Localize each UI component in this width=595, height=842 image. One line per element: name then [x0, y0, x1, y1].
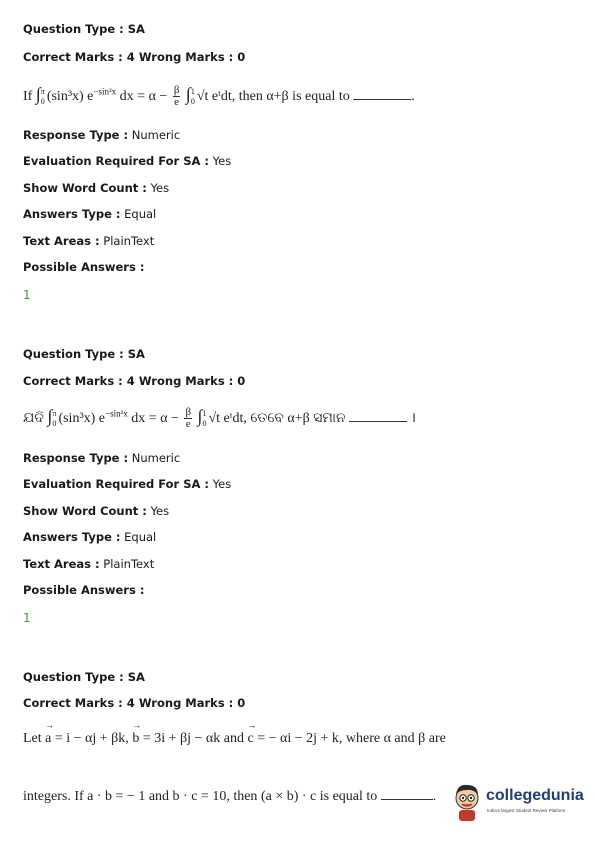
answer-blank-3 [381, 799, 433, 800]
answers-type-2: Answers Type : Equal [23, 530, 157, 544]
collegedunia-logo [450, 779, 590, 829]
question-text-2: ଯଦି ∫ π 0 (sin³x) $e^{-sin^2x}$ dx = α − $\frac{\beta}{e}$ ∫ 1 0 √t eᵗdt, ତେବେ α+β ସମାନ । [23, 406, 417, 431]
text-areas-1: Text Areas : PlainText [23, 234, 155, 248]
possible-answers-label-2: Possible Answers : [23, 583, 145, 597]
question-type-3: Question Type : SA [23, 670, 145, 684]
logo-name: collegedunia [486, 787, 584, 804]
answer-blank-1 [353, 99, 411, 100]
possible-answer-2: 1 [23, 611, 31, 625]
logo-tagline: India's largest Student Review Platform [487, 808, 566, 813]
answers-type-1: Answers Type : Equal [23, 207, 157, 221]
evaluation-required-2: Evaluation Required For SA : Yes [23, 477, 232, 491]
marks-1: Correct Marks : 4 Wrong Marks : 0 [23, 50, 246, 64]
student-mascot-icon [450, 782, 484, 822]
question-text-3-line2: integers. If a · b = − 1 and b · c = 10, then (a × b) · c is equal to . [23, 789, 437, 804]
response-type-1: Response Type : Numeric [23, 128, 181, 142]
show-word-count-2: Show Word Count : Yes [23, 504, 170, 518]
show-word-count-1: Show Word Count : Yes [23, 181, 170, 195]
possible-answer-1: 1 [23, 288, 31, 302]
question-type-1: Question Type : SA [23, 22, 145, 36]
text-areas-2: Text Areas : PlainText [23, 557, 155, 571]
evaluation-required-1: Evaluation Required For SA : Yes [23, 154, 232, 168]
marks-2: Correct Marks : 4 Wrong Marks : 0 [23, 374, 246, 388]
marks-3: Correct Marks : 4 Wrong Marks : 0 [23, 696, 246, 710]
possible-answers-label-1: Possible Answers : [23, 260, 145, 274]
question-text-1: If ∫ π 0 (sin³x) $e^{-sin^2x}$ dx = α − $\frac{\beta}{e}$ ∫ 1 0 √t eᵗdt, then α+β is equal to . [23, 84, 415, 109]
answer-blank-2 [349, 421, 407, 422]
question-text-3-line1: Let → a = i − αj + βk, → b = 3i + βj − αk and → c = − αi − 2j + k, where α and β are [23, 731, 446, 747]
response-type-2: Response Type : Numeric [23, 451, 181, 465]
question-type-2: Question Type : SA [23, 347, 145, 361]
